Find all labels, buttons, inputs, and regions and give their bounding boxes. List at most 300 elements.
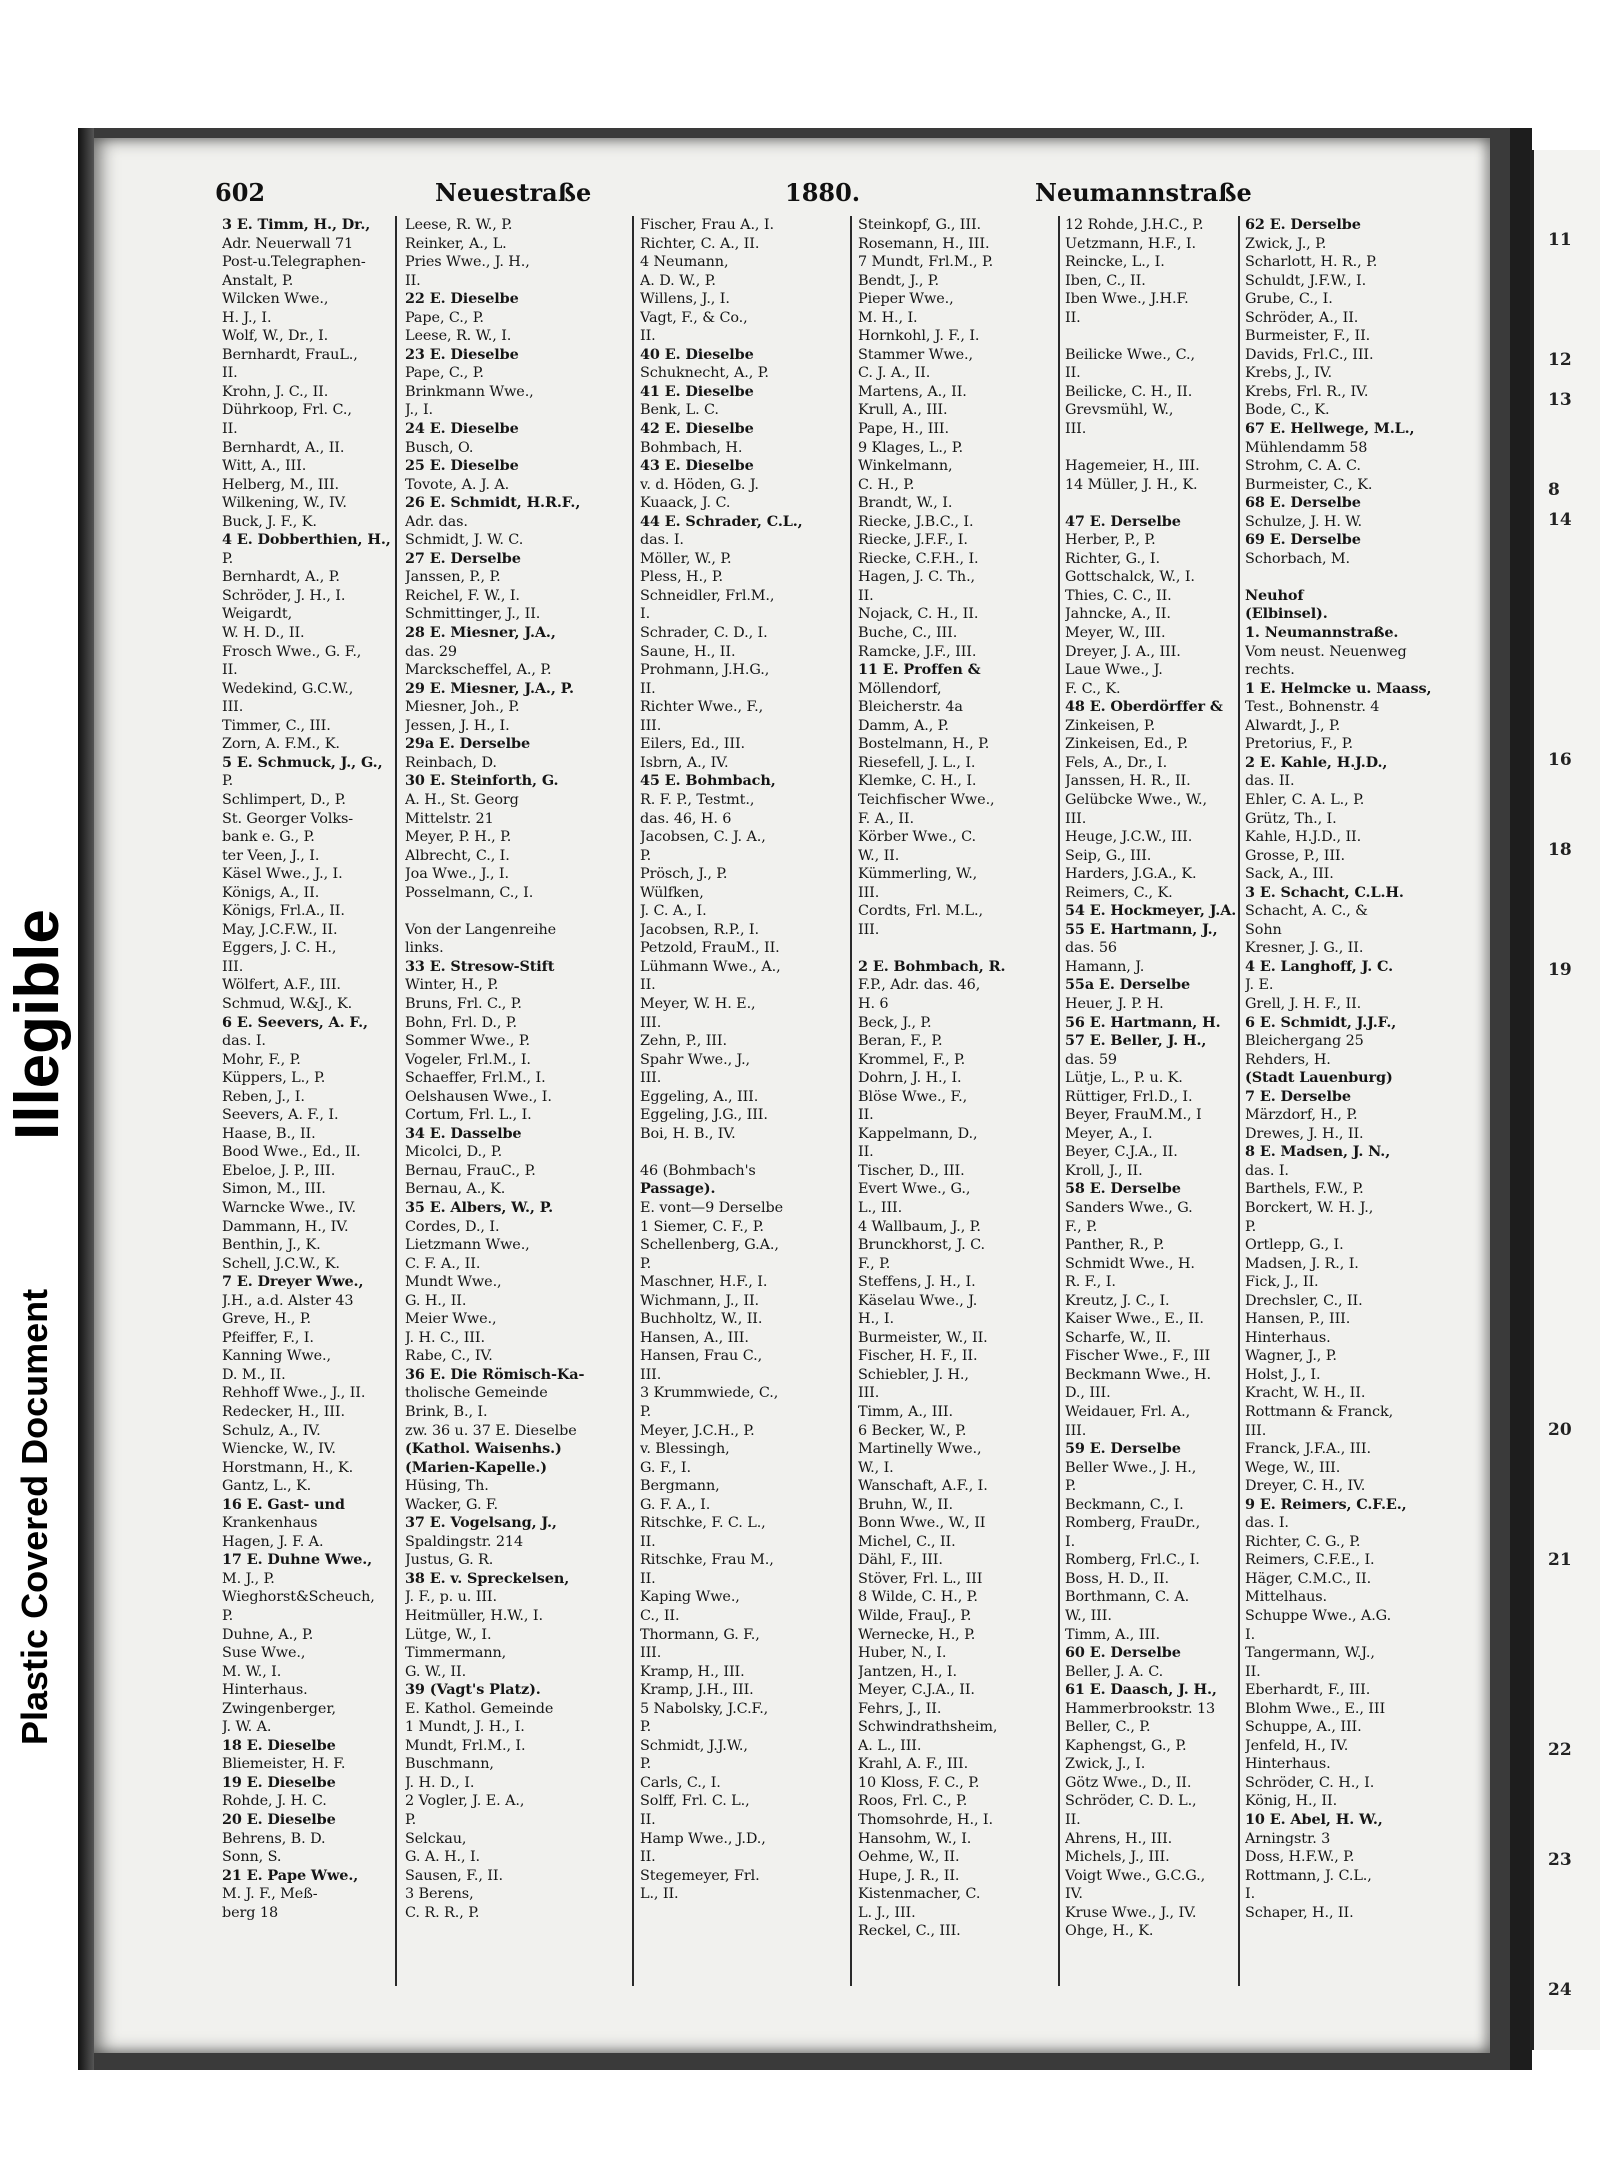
directory-entry: Zwick, J., P. (1245, 235, 1327, 252)
directory-entry: Krankenhaus (222, 1515, 318, 1532)
directory-entry: Oehme, W., II. (858, 1849, 960, 1866)
directory-entry: 1 E. Helmcke u. Maass, (1245, 679, 1432, 697)
directory-entry: 57 E. Beller, J. H., (1065, 1032, 1207, 1050)
directory-entry: Behrens, B. D. (222, 1830, 326, 1847)
directory-entry: Hansen, P., III. (1245, 1311, 1351, 1328)
directory-entry: C. H., P. (858, 476, 915, 493)
directory-entry: Janssen, P., P. (405, 569, 501, 586)
directory-entry: J. C. A., I. (640, 903, 707, 920)
directory-entry: Burmeister, C., K. (1245, 476, 1373, 493)
directory-entry: Voigt Wwe., G.C.G., (1065, 1867, 1206, 1884)
directory-entry: Romberg, FrauDr., (1065, 1515, 1201, 1532)
directory-entry: Ritschke, F. C. L., (640, 1515, 766, 1532)
directory-entry: Uetzmann, H.F., I. (1065, 235, 1196, 252)
directory-entry: Laue Wwe., J. (1065, 662, 1163, 679)
next-page-number: 16 (1548, 750, 1572, 770)
directory-entry: Schmidt, J.J.W., (640, 1737, 748, 1754)
directory-entry: Vogeler, Frl.M., I. (405, 1051, 531, 1068)
directory-entry: J. H. D., I. (405, 1774, 475, 1791)
directory-entry: III. (222, 958, 244, 975)
directory-entry: 62 E. Derselbe (1245, 216, 1361, 233)
directory-entry: 67 E. Hellwege, M.L., (1245, 420, 1415, 438)
directory-entry: I. (640, 606, 651, 623)
directory-entry: Eggeling, J.G., III. (640, 1107, 768, 1124)
directory-entry: Redecker, H., III. (222, 1404, 345, 1420)
directory-entry: Grevsmühl, W., (1065, 402, 1174, 419)
directory-entry: Reckel, C., III. (858, 1923, 961, 1940)
directory-entry: das. I. (222, 1033, 266, 1050)
directory-entry: Heitmüller, H.W., I. (405, 1608, 543, 1625)
directory-entry: das. 29 (405, 643, 457, 660)
directory-entry: II. (222, 662, 238, 679)
directory-entry: 61 E. Daasch, J. H., (1065, 1681, 1217, 1699)
directory-entry: Stegemeyer, Frl. (640, 1867, 760, 1884)
page-binding-shadow (78, 128, 94, 2070)
directory-entry: P. (222, 1608, 234, 1625)
directory-entry: 26 E. Schmidt, H.R.F., (405, 494, 581, 512)
directory-entry: Zorn, A. F.M., K. (222, 736, 340, 753)
directory-entry: Richter Wwe., F., (640, 699, 764, 716)
directory-entry: Alwardt, J., P. (1245, 717, 1341, 734)
directory-entry: Marckscheffel, A., P. (405, 662, 552, 679)
directory-entry: 8 E. Madsen, J. N., (1245, 1143, 1391, 1161)
directory-entry: 2 E. Bohmbach, R. (858, 957, 1006, 975)
next-page-number: 23 (1548, 1850, 1572, 1870)
directory-entry: Kappelmann, D., (858, 1125, 978, 1142)
directory-entry: Dreyer, J. A., III. (1065, 643, 1181, 660)
directory-entry: Wedekind, G.C.W., (222, 680, 354, 697)
directory-entry: Hornkohl, J. F., I. (858, 328, 980, 345)
directory-entry: 11 E. Proffen & (858, 661, 981, 679)
directory-entry: H. J., I. (222, 309, 272, 326)
directory-entry: Von der Langenreihe (405, 921, 557, 938)
directory-entry: 1 Mundt, J. H., I. (405, 1719, 525, 1736)
directory-entry: Rohde, J. H. C. (222, 1793, 327, 1810)
directory-entry: Kreutz, J. C., I. (1065, 1292, 1170, 1309)
directory-entry: Isbrn, A., IV. (640, 754, 729, 771)
directory-entry: Stöver, Frl. L., III (858, 1570, 983, 1587)
directory-entry: Anstalt, P. (222, 272, 294, 289)
directory-entry: 5 Nabolsky, J.C.F., (640, 1700, 769, 1717)
directory-entry: A. H., St. Georg (405, 791, 519, 808)
directory-entry: 24 E. Dieselbe (405, 420, 519, 438)
directory-entry: Mühlendamm 58 (1245, 439, 1368, 456)
directory-entry: Spahr Wwe., J., (640, 1051, 751, 1068)
directory-entry: Timmermann, (405, 1645, 507, 1662)
directory-entry: G. F. A., I. (640, 1496, 711, 1513)
directory-entry: Krohn, J. C., II. (222, 383, 329, 400)
directory-entry: Bendt, J., P. (858, 272, 939, 289)
directory-entry: Leese, R. W., I. (405, 328, 512, 345)
directory-entry: II. (640, 1849, 656, 1866)
directory-entry: P. (1245, 1218, 1257, 1235)
directory-entry: P. (640, 1756, 652, 1773)
next-page-number: 13 (1548, 390, 1572, 410)
directory-entry: Wiencke, W., IV. (222, 1441, 336, 1458)
directory-entry: Jenfeld, H., IV. (1245, 1737, 1349, 1754)
directory-entry: Bernau, FrauC., P. (405, 1162, 536, 1179)
directory-entry: Krommel, F., P. (858, 1051, 966, 1068)
directory-entry: II. (640, 1812, 656, 1829)
directory-entry: Bruhn, W., II. (858, 1496, 953, 1513)
next-page-number: 14 (1548, 510, 1572, 530)
directory-entry: Rabe, C., IV. (405, 1348, 493, 1365)
directory-entry: 3 E. Timm, H., Dr., (222, 216, 371, 233)
directory-entry: C. F. A., II. (405, 1255, 481, 1272)
directory-entry: Kroll, J., II. (1065, 1162, 1143, 1179)
directory-entry: Mittelstr. 21 (405, 810, 494, 827)
directory-column-5 (1065, 216, 1265, 1941)
directory-entry: Hansohm, W., I. (858, 1830, 972, 1847)
directory-entry: 28 E. Miesner, J.A., (405, 624, 556, 642)
directory-entry: Meyer, A., I. (1065, 1125, 1153, 1142)
directory-entry: tholische Gemeinde (405, 1385, 548, 1402)
directory-entry: Reichel, F. W., I. (405, 587, 520, 604)
directory-entry: Käselau Wwe., J. (858, 1292, 978, 1309)
directory-entry: Möllendorf, (858, 680, 942, 697)
directory-entry: 45 E. Bohmbach, (640, 772, 776, 790)
directory-entry: Kistenmacher, C. (858, 1886, 981, 1903)
directory-entry: 9 E. Reimers, C.F.E., (1245, 1495, 1407, 1513)
directory-entry (858, 939, 1058, 958)
directory-entry: Cordes, D., I. (405, 1218, 500, 1235)
directory-entry: R. F. P., Testmt., (640, 791, 755, 808)
directory-column-4 (858, 216, 1058, 1941)
next-page-number: 8 (1548, 480, 1560, 500)
directory-entry: Bernhardt, A., P. (222, 569, 340, 586)
directory-entry: Pries Wwe., J. H., (405, 254, 530, 271)
directory-entry: Lühmann Wwe., A., (640, 958, 781, 975)
directory-entry: II. (222, 365, 238, 382)
directory-entry: 20 E. Dieselbe (222, 1811, 336, 1829)
directory-entry: Solff, Frl. C. L., (640, 1793, 750, 1810)
directory-entry: Timm, A., III. (858, 1404, 953, 1420)
directory-entry: J. E. (1245, 977, 1274, 994)
directory-entry: Cortum, Frl. L., I. (405, 1107, 532, 1124)
directory-entry: berg 18 (222, 1904, 279, 1921)
directory-entry: Petzold, FrauM., II. (640, 940, 780, 957)
directory-entry: Sack, A., III. (1245, 866, 1334, 883)
directory-entry: Miesner, Joh., P. (405, 699, 520, 716)
column-rule (850, 216, 852, 1986)
directory-entry: Eggeling, A., III. (640, 1088, 759, 1105)
directory-entry: Panther, R., P. (1065, 1237, 1165, 1254)
directory-entry: Iben, C., II. (1065, 272, 1146, 289)
directory-entry: Teichfischer Wwe., (858, 791, 995, 808)
column-rule (632, 216, 634, 1986)
column-rule (1238, 216, 1240, 1986)
directory-entry: 43 E. Dieselbe (640, 457, 754, 475)
directory-entry: Ohge, H., K. (1065, 1923, 1154, 1940)
directory-entry: Lütje, L., P. u. K. (1065, 1070, 1183, 1087)
directory-entry: G. A. H., I. (405, 1849, 481, 1866)
directory-entry: Helberg, M., III. (222, 476, 340, 493)
directory-entry: 27 E. Derselbe (405, 549, 521, 567)
directory-entry: Reben, J., I. (222, 1088, 305, 1105)
directory-entry: Reinker, A., L. (405, 235, 507, 252)
directory-entry: Pape, C., P. (405, 309, 484, 326)
directory-entry: Grell, J. H. F., II. (1245, 995, 1362, 1012)
page-number: 602 (215, 178, 266, 207)
directory-entry: 46 (Bohmbach's (640, 1162, 756, 1179)
directory-entry: Rehders, H. (1245, 1051, 1331, 1068)
directory-entry: Eberhardt, F., III. (1245, 1682, 1371, 1699)
directory-entry: Benthin, J., K. (222, 1237, 321, 1254)
directory-entry: Heuer, J. P. H. (1065, 995, 1164, 1012)
directory-entry: Test., Bohnenstr. 4 (1245, 699, 1380, 716)
directory-entry: Körber Wwe., C. (858, 829, 977, 846)
next-page-number: 11 (1548, 230, 1572, 250)
directory-entry: III. (1065, 810, 1087, 827)
directory-entry: Klemke, C. H., I. (858, 773, 977, 790)
directory-entry: P. (640, 1404, 652, 1420)
directory-entry: Wieghorst&Scheuch, (222, 1589, 375, 1606)
directory-entry: Rottmann & Franck, (1245, 1404, 1394, 1420)
directory-entry: G. H., II. (405, 1292, 467, 1309)
directory-entry: Strohm, C. A. C. (1245, 458, 1361, 475)
directory-entry: Zwick, J., I. (1065, 1756, 1146, 1773)
directory-entry: II. (640, 680, 656, 697)
directory-entry: Schell, J.C.W., K. (222, 1255, 340, 1272)
directory-entry: Horstmann, H., K. (222, 1459, 354, 1476)
directory-entry: 12 Rohde, J.H.C., P. (1065, 217, 1204, 233)
directory-entry: II. (640, 328, 656, 345)
directory-entry: 3 Krummwiede, C., (640, 1385, 779, 1402)
directory-entry: Oelshausen Wwe., I. (405, 1088, 552, 1105)
directory-entry: Kaiser Wwe., E., II. (1065, 1311, 1204, 1328)
directory-entry: Schröder, J. H., I. (222, 587, 346, 604)
directory-entry: Kuaack, J. C. (640, 495, 731, 512)
directory-entry: Richter, C. G., P. (1245, 1533, 1361, 1550)
directory-entry: J.H., a.d. Alster 43 (222, 1292, 354, 1309)
directory-entry: Beller, J. A. C. (1065, 1663, 1164, 1680)
directory-entry: Zehn, P., III. (640, 1033, 727, 1050)
directory-entry: Seevers, A. F., I. (222, 1107, 339, 1124)
directory-entry: Riecke, J.F.F., I. (858, 532, 968, 549)
directory-entry: 58 E. Derselbe (1065, 1180, 1181, 1198)
directory-entry: II. (222, 421, 238, 438)
directory-entry: Riecke, C.F.H., I. (858, 550, 979, 567)
directory-entry: Grütz, Th., I. (1245, 810, 1337, 827)
directory-entry: Meier Wwe., (405, 1311, 497, 1328)
directory-entry: Winkelmann, (858, 458, 953, 475)
directory-entry: Kruse Wwe., J., IV. (1065, 1904, 1197, 1921)
directory-entry: 18 E. Dieselbe (222, 1736, 336, 1754)
directory-entry: 7 E. Derselbe (1245, 1087, 1351, 1105)
directory-entry: 29 E. Miesner, J.A., P. (405, 679, 574, 697)
directory-entry: 1 Siemer, C. F., P. (640, 1218, 764, 1235)
directory-entry: Hinterhaus. (222, 1682, 308, 1699)
directory-entry: Mundt Wwe., (405, 1274, 502, 1291)
directory-entry: II. (640, 977, 656, 994)
directory-entry: Meyer, W., III. (1065, 625, 1166, 642)
directory-entry: Bliemeister, H. F. (222, 1756, 346, 1773)
directory-entry: Pape, H., III. (858, 421, 949, 438)
directory-entry: Zinkeisen, P. (1065, 717, 1156, 734)
directory-entry: Richter, C. A., II. (640, 235, 760, 252)
directory-entry: Sausen, F., II. (405, 1867, 503, 1884)
next-page-number: 12 (1548, 350, 1572, 370)
directory-entry: F., P. (858, 1255, 891, 1272)
directory-entry: Herber, P., P. (1065, 532, 1156, 549)
directory-entry: Blöse Wwe., F., (858, 1088, 968, 1105)
directory-entry: Krebs, J., IV. (1245, 365, 1333, 382)
directory-entry: Jessen, J. H., I. (405, 717, 510, 734)
directory-entry: Wagner, J., P. (1245, 1348, 1337, 1365)
directory-entry: II. (640, 1533, 656, 1550)
page-gutter (1510, 128, 1532, 2070)
directory-entry: 10 E. Abel, H. W., (1245, 1811, 1383, 1829)
directory-entry: Wülfken, (640, 884, 704, 901)
directory-entry: Pless, H., P. (640, 569, 724, 586)
directory-entry: v. Blessingh, (640, 1441, 730, 1458)
directory-entry: 42 E. Dieselbe (640, 420, 754, 438)
directory-entry: Ortlepp, G., I. (1245, 1237, 1344, 1254)
directory-entry: Gelübcke Wwe., W., (1065, 791, 1207, 808)
directory-entry: 68 E. Derselbe (1245, 494, 1361, 512)
directory-entry: D. M., II. (222, 1366, 286, 1383)
directory-entry: III. (640, 1070, 662, 1087)
directory-entry: W., II. (858, 847, 900, 864)
directory-entry: Janssen, H. R., II. (1065, 773, 1191, 790)
directory-entry: 39 (Vagt's Platz). (405, 1681, 541, 1699)
right-street-title: Neumannstraße (1035, 178, 1252, 207)
directory-entry: Schmidt, J. W. C. (405, 532, 524, 549)
directory-entry: Schröder, A., II. (1245, 309, 1359, 326)
directory-entry: Küppers, L., P. (222, 1070, 326, 1087)
directory-entry: 10 Kloss, F. C., P. (858, 1774, 980, 1791)
directory-entry: Passage). (640, 1180, 716, 1198)
directory-entry: Meyer, W. H. E., (640, 995, 756, 1012)
directory-entry: (Marien-Kapelle.) (405, 1458, 547, 1476)
directory-entry: Kaping Wwe., (640, 1589, 740, 1606)
directory-entry: Willens, J., I. (640, 291, 730, 308)
directory-entry: Tangermann, W.J., (1245, 1645, 1375, 1662)
directory-entry: 5 E. Schmuck, J., G., (222, 753, 383, 771)
directory-entry: Kresner, J. G., II. (1245, 940, 1364, 957)
directory-entry: 55a E. Derselbe (1065, 976, 1191, 994)
directory-entry: (Elbinsel). (1245, 605, 1328, 623)
directory-entry: Prohmann, J.H.G., (640, 662, 770, 679)
directory-entry: Ramcke, J.F., III. (858, 643, 977, 660)
directory-entry: Kracht, W. H., II. (1245, 1385, 1366, 1402)
directory-entry: P. (1065, 1478, 1077, 1495)
directory-entry: Riecke, J.B.C., I. (858, 513, 974, 530)
directory-entry: Wichmann, J., II. (640, 1292, 759, 1309)
directory-entry: 60 E. Derselbe (1065, 1644, 1181, 1662)
directory-entry: L. J., III. (858, 1904, 916, 1921)
directory-entry: Selckau, (405, 1830, 467, 1847)
directory-entry: Davids, Frl.C., III. (1245, 346, 1374, 363)
directory-entry: Krull, A., III. (858, 402, 948, 419)
directory-entry: III. (1245, 1422, 1267, 1439)
directory-entry: Rottmann, J. C.L., (1245, 1867, 1372, 1884)
directory-entry: Hamp Wwe., J.D., (640, 1830, 766, 1847)
directory-entry: Brandt, W., I. (858, 495, 953, 512)
directory-entry: Drewes, J. H., II. (1245, 1125, 1364, 1142)
next-page-number: 21 (1548, 1550, 1572, 1570)
directory-entry: 4 Wallbaum, J., P. (858, 1218, 981, 1235)
directory-entry: Benk, L. C. (640, 402, 719, 419)
directory-entry: Buck, J. F., K. (222, 513, 317, 530)
directory-entry: Thomsohrde, H., I. (858, 1812, 993, 1829)
directory-entry: III. (858, 1385, 880, 1402)
directory-entry: Duhne, A., P. (222, 1626, 314, 1643)
directory-entry: Schuldt, J.F.W., I. (1245, 272, 1367, 289)
directory-entry: Schröder, C. H., I. (1245, 1774, 1375, 1791)
directory-entry: Ritschke, Frau M., (640, 1552, 774, 1569)
directory-entry: Vom neust. Neuenweg (1245, 643, 1407, 660)
directory-entry: Meyer, C.J.A., II. (858, 1682, 975, 1699)
directory-entry: das. II. (1245, 773, 1295, 790)
directory-entry: Barthels, F.W., P. (1245, 1181, 1364, 1198)
directory-entry: Bohmbach, H. (640, 439, 743, 456)
directory-entry: Reincke, L., I. (1065, 254, 1165, 271)
directory-entry: P. (640, 1255, 652, 1272)
directory-entry: Winter, H., P. (405, 977, 499, 994)
directory-entry: Damm, A., P. (858, 717, 949, 734)
directory-entry: Dreyer, C. H., IV. (1245, 1478, 1366, 1495)
directory-entry: 3 Berens, (405, 1886, 474, 1903)
directory-entry: Schrader, C. D., I. (640, 625, 768, 642)
directory-entry: Dohrn, J. H., I. (858, 1070, 962, 1087)
directory-entry: Heuge, J.C.W., III. (1065, 829, 1193, 846)
scan-side-label (0, 0, 80, 2177)
directory-entry: Weidauer, Frl. A., (1065, 1404, 1191, 1420)
column-rule (395, 216, 397, 1986)
directory-entry: Schellenberg, G.A., (640, 1237, 779, 1254)
directory-entry: 35 E. Albers, W., P. (405, 1198, 553, 1216)
directory-entry: Huber, N., I. (858, 1645, 947, 1662)
directory-entry: 38 E. v. Spreckelsen, (405, 1569, 570, 1587)
directory-entry (1065, 494, 1265, 513)
directory-entry: König, H., II. (1245, 1793, 1338, 1810)
directory-entry: Holst, J., I. (1245, 1366, 1321, 1383)
directory-entry: Reinbach, D. (405, 754, 497, 771)
directory-entry: Greve, H., P. (222, 1311, 311, 1328)
directory-entry: Boi, H. B., IV. (640, 1125, 736, 1142)
directory-entry: H., I. (858, 1311, 894, 1328)
directory-entry: Bonn Wwe., W., II (858, 1515, 986, 1532)
directory-entry (1065, 327, 1265, 346)
directory-entry: Albrecht, C., I. (405, 847, 510, 864)
directory-entry: Madsen, J. R., I. (1245, 1255, 1359, 1272)
directory-entry: 30 E. Steinforth, G. (405, 772, 559, 790)
left-street-title: Neuestraße (435, 178, 592, 207)
directory-entry: R. F., I. (1065, 1274, 1116, 1291)
directory-entry: F. C., K. (1065, 680, 1121, 697)
directory-entry: Mohr, F., P. (222, 1051, 301, 1068)
directory-entry: Vagt, F., & Co., (640, 309, 748, 326)
directory-column-2 (405, 216, 605, 1922)
directory-entry: Posselmann, C., I. (405, 884, 534, 901)
directory-entry: Boss, H. D., II. (1065, 1570, 1169, 1587)
directory-entry: Bernhardt, FrauL., (222, 346, 358, 363)
directory-entry: Warncke Wwe., IV. (222, 1199, 356, 1216)
directory-entry: W., III. (1065, 1608, 1112, 1625)
directory-entry: 44 E. Schrader, C.L., (640, 512, 803, 530)
directory-entry: links. (405, 940, 444, 957)
directory-entry: Fels, A., Dr., I. (1065, 754, 1168, 771)
directory-entry: Brinkmann Wwe., (405, 383, 534, 400)
directory-entry: Jacobsen, C. J. A., (640, 829, 766, 846)
directory-entry: II. (1065, 365, 1081, 382)
directory-entry: P. (640, 847, 652, 864)
directory-entry: F.P., Adr. das. 46, (858, 977, 981, 994)
directory-entry: Zinkeisen, Ed., P. (1065, 736, 1189, 753)
directory-entry: A. L., III. (858, 1737, 922, 1754)
directory-entry: Ahrens, H., III. (1065, 1830, 1173, 1847)
